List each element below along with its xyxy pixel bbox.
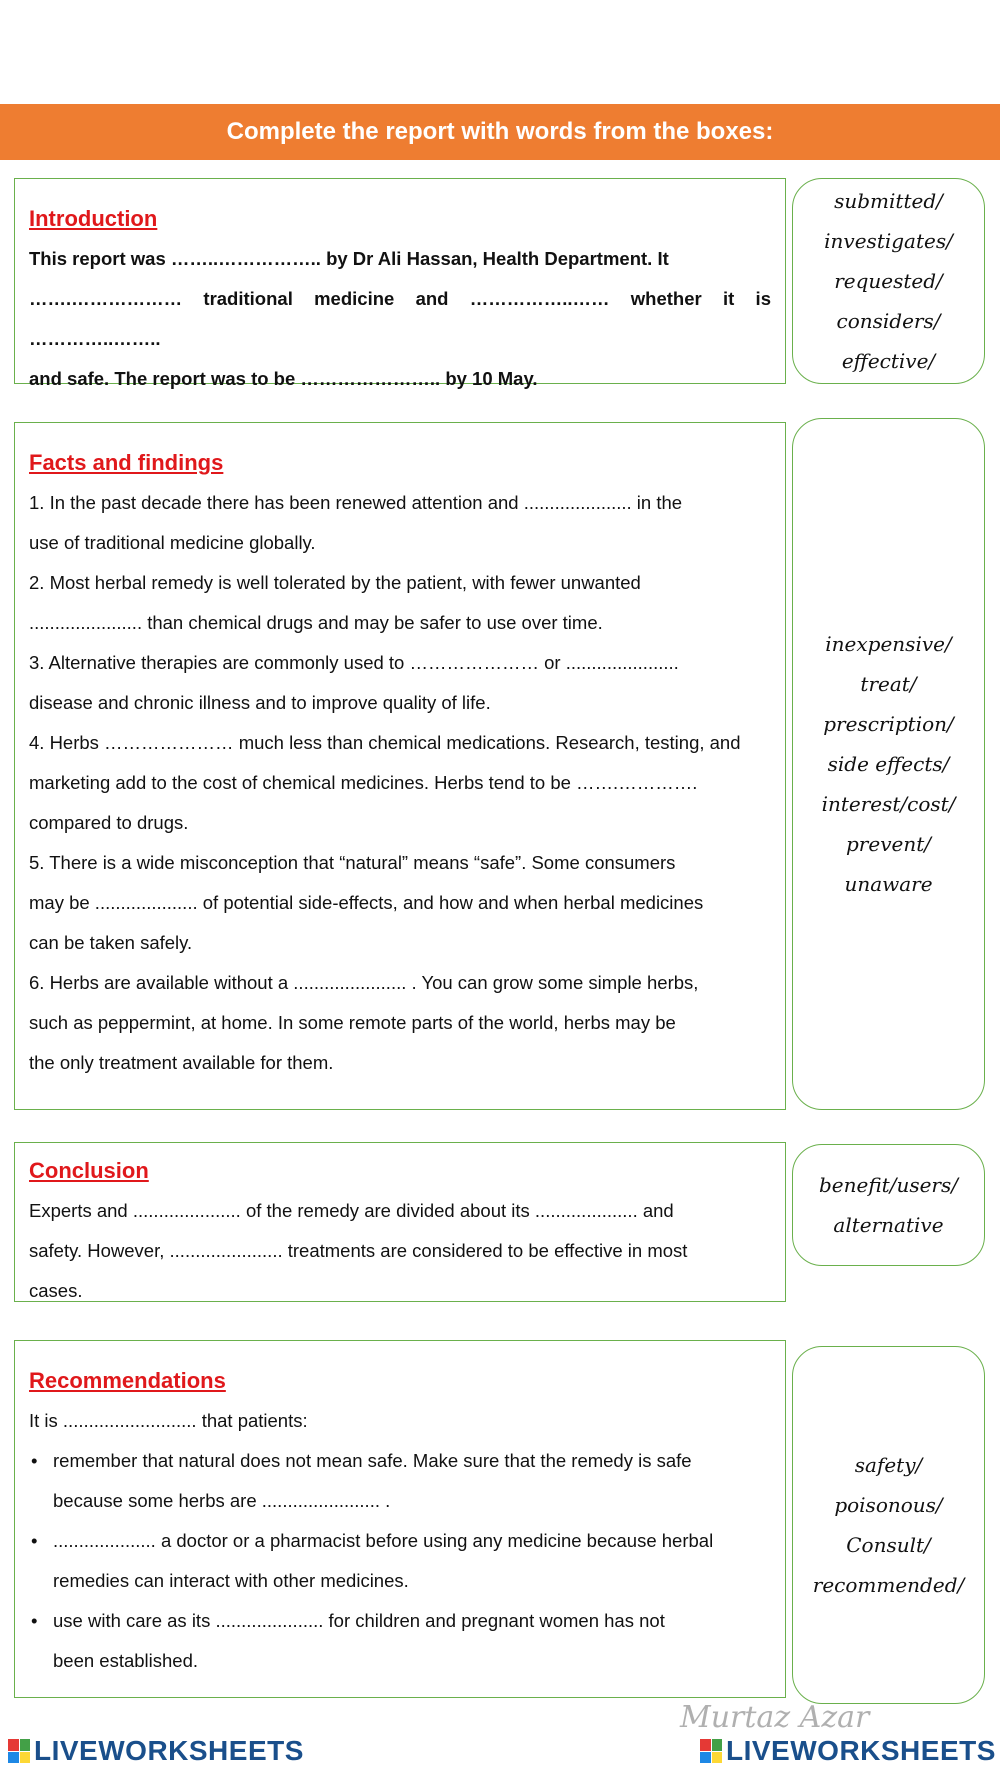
liveworksheets-icon: [700, 1739, 722, 1763]
facts-line: ...................... than chemical drugs and may be safer to use over time.: [29, 612, 603, 633]
recommendation-text: .................... a doctor or a pharmacist before using any medicine because herbal: [53, 1530, 714, 1551]
signature-watermark: Murtaz Azar: [680, 1700, 870, 1735]
facts-line: marketing add to the cost of chemical medicines. Herbs tend to be …….………….: [29, 772, 698, 793]
word-submitted: submitted/: [834, 189, 943, 213]
conclusion-line: cases.: [29, 1280, 83, 1301]
introduction-word-box: [792, 178, 985, 384]
facts-line: compared to drugs.: [29, 812, 189, 833]
liveworksheets-logo-right[interactable]: [700, 1735, 996, 1767]
facts-line: may be .................... of potential side-effects, and how and when herbal medicines: [29, 892, 704, 913]
word-inexpensive: inexpensive/: [825, 632, 952, 656]
word-unaware: unaware: [844, 872, 933, 896]
facts-section: [14, 422, 786, 1110]
liveworksheets-icon: [8, 1739, 30, 1763]
facts-line: disease and chronic illness and to improve quality of life.: [29, 692, 491, 713]
word-prescription: prescription/: [823, 712, 954, 736]
recommendations-list: [29, 1441, 771, 1681]
introduction-line-3: and safe. The report was to be ………………….. by 10 May.: [29, 368, 538, 389]
conclusion-line: safety. However, ...................... treatments are considered to be effective in most: [29, 1240, 688, 1261]
recommendations-section: [14, 1340, 786, 1698]
facts-line: the only treatment available for them.: [29, 1052, 334, 1073]
bullet-marker: •: [31, 1450, 38, 1471]
facts-line: 5. There is a wide misconception that “natural” means “safe”. Some consumers: [29, 852, 676, 873]
bullet-marker: •: [31, 1610, 38, 1631]
instruction-banner: [0, 104, 1000, 160]
recommendation-text: been established.: [53, 1650, 199, 1671]
list-item: [29, 1601, 771, 1681]
conclusion-word-box: [792, 1144, 985, 1266]
recommendation-text: use with care as its ..................... for children and pregnant women has not: [53, 1610, 665, 1631]
word-requested: requested/: [834, 269, 943, 293]
list-item: [29, 1441, 771, 1521]
recommendations-intro: It is .......................... that patients:: [29, 1410, 308, 1431]
conclusion-line: Experts and ..................... of the remedy are divided about its .................... and: [29, 1200, 674, 1221]
list-item: [29, 1521, 771, 1601]
facts-word-box: [792, 418, 985, 1110]
word-treat: treat/: [860, 672, 917, 696]
logo-text: LIVEWORKSHEETS: [726, 1735, 996, 1766]
introduction-line-1: This report was ……..…………….. by Dr Ali Hassan, Health Department. It: [29, 248, 669, 269]
facts-line: 2. Most herbal remedy is well tolerated by the patient, with fewer unwanted: [29, 572, 641, 593]
logo-text: LIVEWORKSHEETS: [34, 1735, 304, 1766]
word-interest-cost: interest/cost/: [821, 792, 956, 816]
facts-line: 1. In the past decade there has been renewed attention and ..................... in the: [29, 492, 683, 513]
facts-line: such as peppermint, at home. In some remote parts of the world, herbs may be: [29, 1012, 676, 1033]
introduction-heading: Introduction: [29, 206, 158, 231]
conclusion-section: [14, 1142, 786, 1302]
introduction-section: [14, 178, 786, 389]
word-recommended: recommended/: [812, 1573, 965, 1597]
facts-heading: Facts and findings: [29, 450, 224, 475]
recommendation-text: remember that natural does not mean safe. Make sure that the remedy is safe: [53, 1450, 692, 1471]
word-poisonous: poisonous/: [834, 1493, 943, 1517]
bullet-marker: •: [31, 1530, 38, 1551]
introduction-line-2: …….……………… traditional medicine and ……………..…… whether it is …………..……..: [29, 288, 771, 349]
conclusion-heading: Conclusion: [29, 1158, 149, 1183]
word-safety: safety/: [854, 1453, 923, 1477]
recommendation-text: remedies can interact with other medicines.: [53, 1570, 409, 1591]
recommendations-heading: Recommendations: [29, 1368, 226, 1393]
facts-line: use of traditional medicine globally.: [29, 532, 316, 553]
word-alternative: alternative: [833, 1213, 944, 1237]
recommendations-word-box: [792, 1346, 985, 1704]
word-prevent: prevent/: [846, 832, 931, 856]
liveworksheets-logo-left[interactable]: [8, 1735, 304, 1767]
word-consult: Consult/: [846, 1533, 931, 1557]
recommendation-text: because some herbs are ....................... .: [53, 1490, 391, 1511]
facts-line: 3. Alternative therapies are commonly used to ………………… or ......................: [29, 652, 679, 673]
facts-line: 4. Herbs ………………… much less than chemical medications. Research, testing, and: [29, 732, 741, 753]
instruction-title: Complete the report with words from the boxes:: [226, 118, 774, 145]
word-investigates: investigates/: [824, 229, 953, 253]
facts-line: can be taken safely.: [29, 932, 193, 953]
facts-line: 6. Herbs are available without a ...................... . You can grow some simple herbs,: [29, 972, 699, 993]
word-effective: effective/: [841, 349, 936, 373]
word-side-effects: side effects/: [827, 752, 950, 776]
word-benefit-users: benefit/users/: [818, 1173, 958, 1197]
word-considers: considers/: [836, 309, 941, 333]
